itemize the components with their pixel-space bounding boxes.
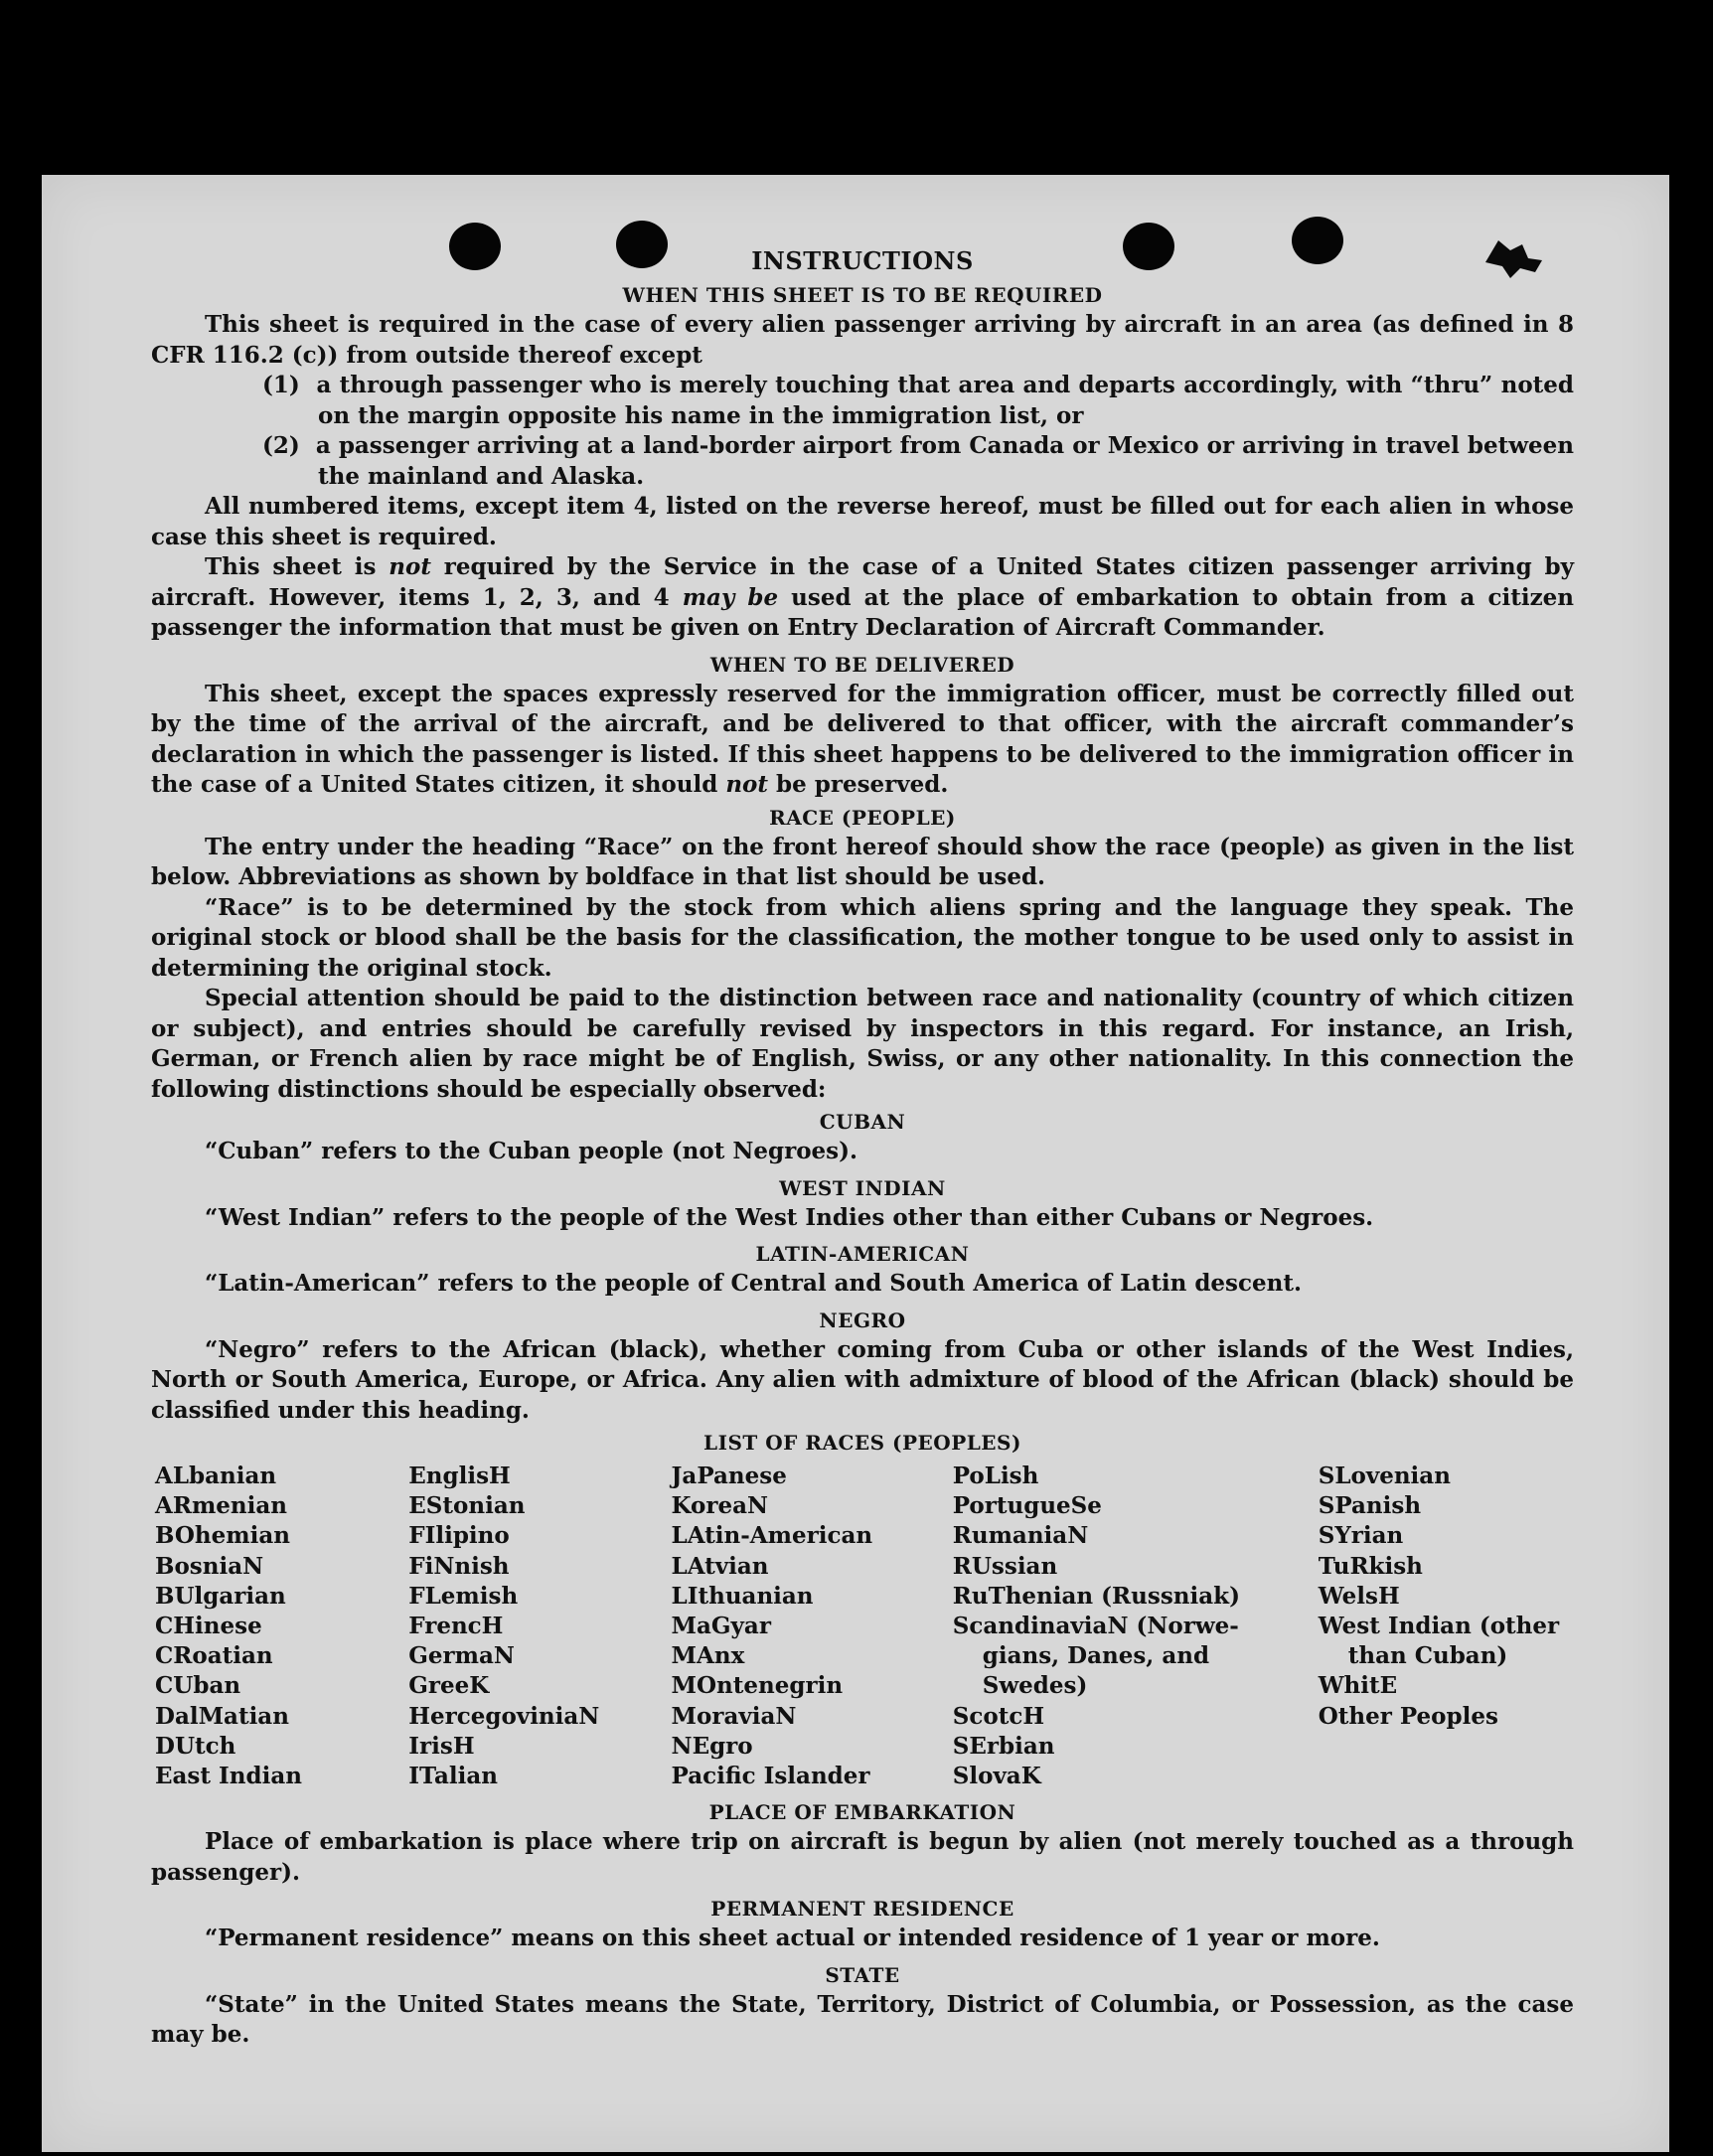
heading-state: STATE [825,1962,900,1987]
paragraph-permanent-residence: “Permanent residence” means on this sheet actual or intended residence of 1 year or more. [205,1925,1380,1952]
race-entry: SlovaK [952,1763,1041,1790]
paragraph-latin-american: “Latin-American” refers to the people of Central and South America of Latin descent. [205,1270,1302,1297]
race-entry: ScandinaviaN (Norwe- [952,1613,1239,1640]
race-entry: TuRkish [1318,1552,1423,1580]
heading-latin-american: LATIN-AMERICAN [755,1242,970,1266]
race-entry: LIthuanian [671,1582,814,1610]
emphasis-text: not [725,771,769,798]
race-entry: BOhemian [155,1522,290,1550]
race-entry: RumaniaN [952,1522,1089,1550]
text-run: This sheet, except the spaces expressly reserved for the immigration officer, must be correctly filled out by the time of the arrival of the aircraft, and be delivered to that officer, with the aircraft commander’s declaration in which the passenger is listed. If this sheet happens to be delivered to the immigration officer in the case of a United States citizen, it should [151,680,1574,798]
exception-number: (1) [262,372,300,398]
race-entry: FLemish [408,1582,519,1610]
race-column [408,1462,671,1791]
race-list [151,1462,1574,1791]
race-entry: BUlgarian [155,1582,286,1610]
paragraph-west-indian: “West Indian” refers to the people of the West Indies other than either Cubans or Negroes. [205,1203,1374,1231]
paragraph-embarkation: Place of embarkation is place where trip on aircraft is begun by alien (not merely touched as a through passenger). [151,1828,1574,1886]
race-column [953,1462,1319,1791]
race-entry: DalMatian [155,1702,289,1730]
race-entry: KoreaN [671,1492,769,1520]
race-entry: BosniaN [155,1552,264,1580]
race-entry: CRoatian [155,1642,273,1670]
race-entry: EStonian [408,1492,526,1520]
race-entry: SYrian [1318,1522,1404,1550]
paragraph-state: “State” in the United States means the State, Territory, District of Columbia, or Possession, as the case may be. [151,1990,1574,2049]
heading-west-indian: WEST INDIAN [779,1175,946,1200]
race-entry: ARmenian [155,1492,288,1520]
race-entry: RUssian [952,1552,1058,1580]
race-entry: FIlipino [408,1522,510,1550]
emphasis-text: may be [682,583,779,611]
race-entry: WelsH [1318,1582,1400,1610]
race-entry: IrisH [408,1732,475,1760]
paragraph-numbered-items: All numbered items, except item 4, listed on the reverse hereof, must be filled out for each alien in whose case this sheet is required. [151,493,1574,550]
race-entry-continued: gians, Danes, and [982,1642,1210,1670]
paragraph-race-stock: “Race” is to be determined by the stock from which aliens spring and the language they speak. The original stock or blood shall be the basis for the classification, the mother tongue to be used only to assist in determining the original stock. [151,893,1574,982]
race-entry: SErbian [952,1732,1055,1760]
text-run: This sheet is [205,553,389,580]
race-entry: MoraviaN [671,1702,797,1730]
race-entry: GreeK [408,1672,490,1700]
race-entry: FrencH [408,1613,504,1640]
paragraph-citizen [151,552,1574,644]
document-page [42,175,1669,2152]
exception-number: (2) [262,432,300,459]
race-entry: LAtvian [671,1552,769,1580]
heading-race: RACE (PEOPLE) [769,805,956,830]
heading-cuban: CUBAN [819,1110,906,1134]
race-entry: PortugueSe [952,1492,1102,1520]
heading-negro: NEGRO [819,1308,906,1332]
race-entry: SLovenian [1318,1463,1451,1489]
race-entry: FiNnish [408,1552,510,1580]
race-entry: ScotcH [952,1702,1045,1730]
race-entry: East Indian [155,1763,302,1790]
instructions-text [151,244,1574,2051]
text-run: used at the place of embarkation to obtain from a citizen passenger the information that must be given on Entry Declaration of Aircraft Commander. [151,583,1574,641]
heading-permanent-residence: PERMANENT RESIDENCE [710,1897,1014,1922]
heading-when-delivered: WHEN TO BE DELIVERED [709,652,1015,677]
race-entry: NEgro [671,1732,753,1760]
race-entry: CUban [155,1672,241,1700]
race-entry: ALbanian [155,1463,277,1489]
text-run: be preserved. [768,771,949,798]
page-title: INSTRUCTIONS [751,246,974,275]
text-run: required by the Service in the case of a United States citizen passenger arriving by aircraft. However, items 1, 2, 3, and 4 [151,553,1574,611]
race-entry: WhitE [1318,1672,1398,1700]
race-entry: MaGyar [671,1613,771,1640]
race-entry: ITalian [408,1763,498,1790]
paragraph-negro: “Negro” refers to the African (black), whether coming from Cuba or other islands of the West Indies, North or South America, Europe, or Africa. Any alien with admixture of blood of the African (black) should be classified under this heading. [151,1335,1574,1424]
race-entry: LAtin-American [671,1522,873,1550]
exception-item-1 [151,371,1574,431]
heading-when-required: WHEN THIS SHEET IS TO BE REQUIRED [622,283,1103,307]
paragraph-race-entry: The entry under the heading “Race” on the front hereof should show the race (people) as given in the list below. Abbreviations as shown by boldface in that list should be used. [151,833,1574,890]
race-column [672,1462,953,1791]
paragraph-required-intro: This sheet is required in the case of every alien passenger arriving by aircraft in an area (as defined in 8 CFR 116.2 (c)) from outside thereof except [151,311,1574,369]
race-entry-continued: Swedes) [982,1672,1088,1700]
race-entry-continued: than Cuban) [1347,1642,1508,1670]
heading-list-of-races: LIST OF RACES (PEOPLES) [703,1431,1021,1455]
race-entry: SPanish [1318,1492,1422,1520]
race-entry: PoLish [952,1463,1039,1489]
paragraph-race-nationality: Special attention should be paid to the distinction between race and nationality (country of which citizen or subject), and entries should be carefully revised by inspectors in this regard. For instance, an Irish, German, or French alien by race might be of English, Swiss, or any other nationality. In this connection the following distinctions should be especially observed: [151,985,1574,1103]
emphasis-text: not [389,553,431,580]
heading-embarkation: PLACE OF EMBARKATION [708,1800,1016,1825]
race-entry: MAnx [671,1642,745,1670]
race-entry: DUtch [155,1732,236,1760]
race-entry: CHinese [155,1613,262,1640]
race-column [1319,1462,1574,1791]
paragraph-cuban: “Cuban” refers to the Cuban people (not Negroes). [205,1138,858,1164]
race-entry: Pacific Islander [671,1763,870,1790]
race-entry: GermaN [408,1642,515,1670]
exception-item-2 [151,431,1574,492]
exception-text: a through passenger who is merely touching that area and departs accordingly, with “thru” noted on the margin opposite his name in the immigration list, or [316,372,1574,429]
exception-text: a passenger arriving at a land-border airport from Canada or Mexico or arriving in travel between the mainland and Alaska. [315,432,1575,490]
race-column [155,1462,408,1791]
paragraph-delivery [151,680,1574,801]
race-entry: RuThenian (Russniak) [952,1582,1240,1610]
race-entry: EnglisH [408,1463,511,1489]
race-entry: HercegoviniaN [408,1702,600,1730]
race-entry: MOntenegrin [671,1672,844,1700]
race-entry: JaPanese [671,1463,787,1489]
race-entry: West Indian (other [1318,1613,1560,1640]
race-entry: Other Peoples [1318,1702,1498,1730]
